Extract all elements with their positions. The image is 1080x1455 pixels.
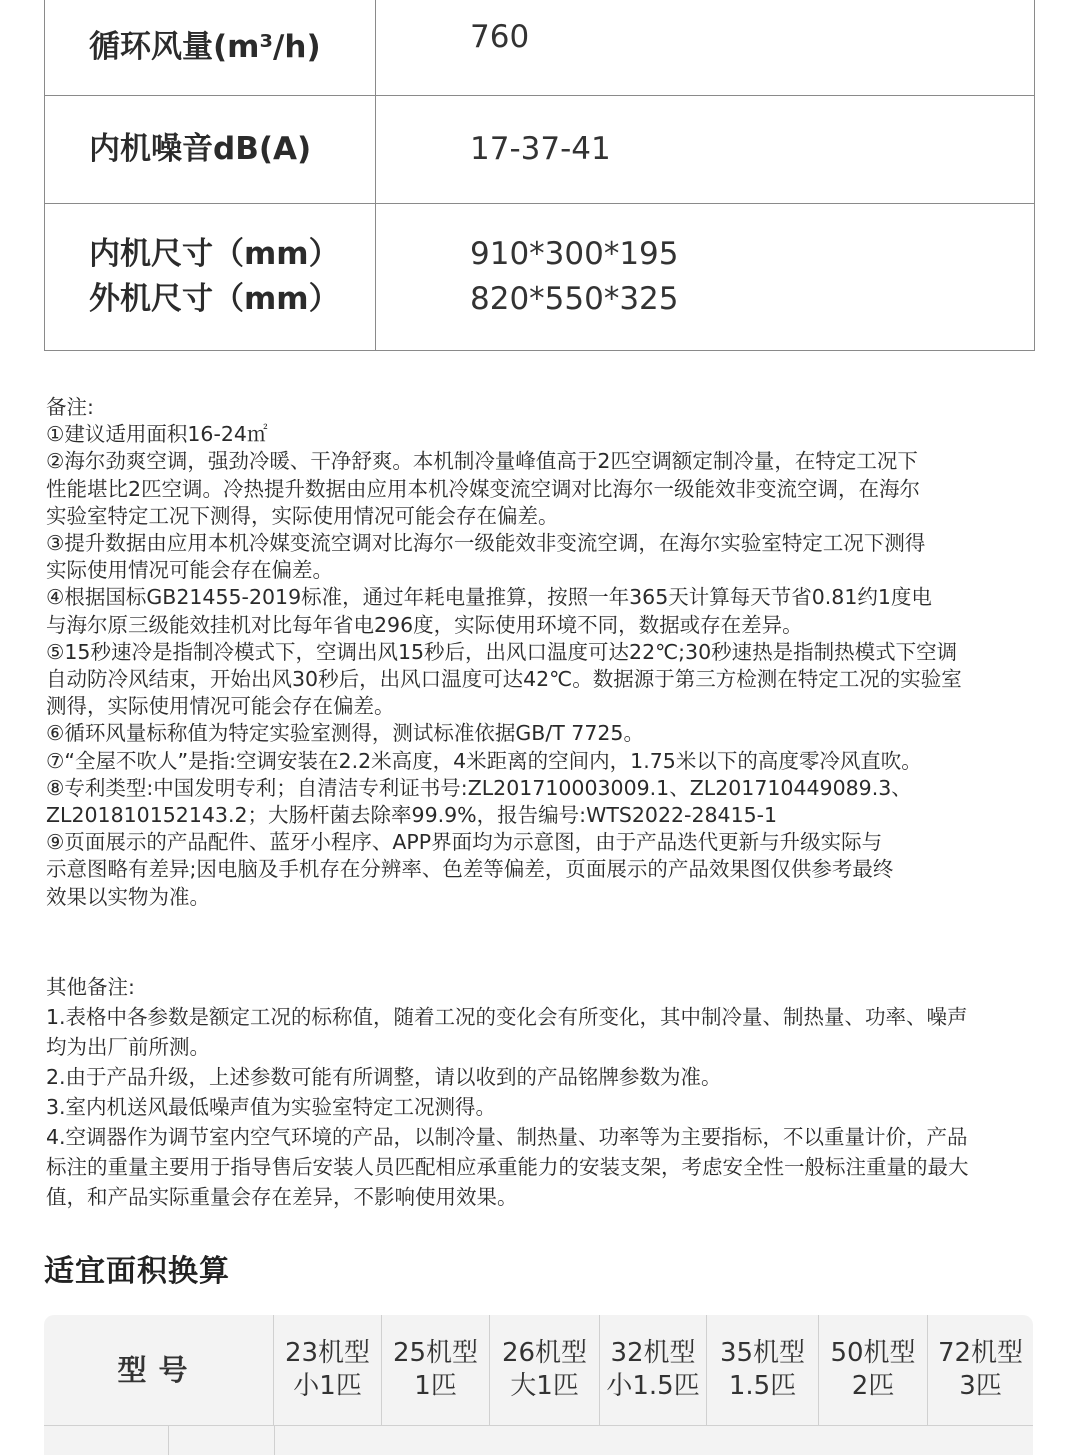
spec-key	[45, 204, 376, 350]
note-line: 效果以实物为准。	[46, 884, 210, 909]
spec-value: 17-37-41	[470, 131, 611, 167]
model-code: 23机型	[284, 1338, 371, 1368]
model-hp: 小1匹	[293, 1371, 362, 1401]
model-column	[819, 1315, 928, 1425]
note-line: ①建议适用面积16-24㎡	[46, 422, 268, 447]
model-column	[382, 1315, 490, 1425]
other-note-line: 2.由于产品升级，上述参数可能有所调整，请以收到的产品铭牌参数为准。	[46, 1065, 722, 1089]
other-notes-block	[46, 972, 1046, 1212]
model-code: 25机型	[392, 1338, 479, 1368]
note-line: ⑦“全屋不吹人”是指:空调安装在2.2米高度，4米距离的空间内，1.75米以下的高度零冷风直吹。	[46, 748, 922, 773]
note-line: ⑤15秒速冷是指制冷模式下，空调出风15秒后，出风口温度可达22℃;30秒速热是指制热模式下空调	[46, 639, 958, 664]
model-hp: 3匹	[959, 1371, 1002, 1401]
spec-value	[376, 204, 1034, 350]
area-table-header	[44, 1315, 1033, 1426]
note-line: 性能堪比2匹空调。冷热提升数据由应用本机冷媒变流空调对比海尔一级能效非变流空调，在海尔	[46, 476, 921, 501]
model-code: 35机型	[719, 1338, 806, 1368]
spec-key: 内机噪音dB(A)	[45, 96, 376, 203]
note-line: ⑧专利类型:中国发明专利；自清洁专利证书号:ZL201710003009.1、ZL201710449089.3、	[46, 775, 912, 800]
model-column	[707, 1315, 819, 1425]
note-line: ③提升数据由应用本机冷媒变流空调对比海尔一级能效非变流空调，在海尔实验室特定工况下测得	[46, 531, 926, 556]
table-cell	[169, 1426, 275, 1455]
spec-row-noise	[45, 95, 1034, 203]
model-hp: 大1匹	[510, 1371, 579, 1401]
section-title: 适宜面积换算	[44, 1254, 230, 1289]
other-note-line: 标注的重量主要用于指导售后安装人员匹配相应承重能力的安装支架，考虑安全性一般标注重量的最大	[46, 1155, 969, 1179]
model-code: 50机型	[830, 1338, 916, 1368]
spec-key: 循环风量(m³/h)	[45, 0, 376, 95]
model-code: 32机型	[610, 1338, 696, 1368]
spec-row-airflow	[45, 0, 1034, 95]
note-line: 实际使用情况可能会存在偏差。	[46, 558, 333, 583]
model-column	[600, 1315, 707, 1425]
other-note-line: 1.表格中各参数是额定工况的标称值，随着工况的变化会有所变化，其中制冷量、制热量、功率、噪声	[46, 1005, 968, 1029]
note-line: 实验室特定工况下测得，实际使用情况可能会存在偏差。	[46, 503, 559, 528]
model-hp: 1.5匹	[728, 1371, 797, 1401]
spec-table	[44, 0, 1035, 351]
note-line: ZL201810152143.2；大肠杆菌去除率99.9%，报告编号:WTS2022-28415-1	[46, 803, 778, 828]
note-line: 自动防冷风结束，开始出风30秒后，出风口温度可达42℃。数据源于第三方检测在特定工况的实验室	[46, 667, 962, 692]
note-line: 示意图略有差异;因电脑及手机存在分辨率、色差等偏差，页面展示的产品效果图仅供参考最终	[46, 857, 894, 882]
other-note-line: 其他备注:	[46, 975, 135, 999]
note-line: ④根据国标GB21455-2019标准，通过年耗电量推算，按照一年365天计算每天节省0.81约1度电	[46, 585, 932, 610]
spec-value: 760	[470, 19, 530, 55]
other-note-line: 值，和产品实际重量会存在差异，不影响使用效果。	[46, 1185, 518, 1209]
model-header: 型号	[44, 1315, 274, 1425]
note-line: ②海尔劲爽空调，强劲冷暖、干净舒爽。本机制冷量峰值高于2匹空调额定制冷量，在特定工况下	[46, 449, 918, 474]
area-table	[44, 1315, 1033, 1455]
note-line: 备注:	[46, 395, 94, 419]
area-table-row	[44, 1426, 1033, 1455]
model-hp: 1匹	[414, 1371, 457, 1401]
other-note-line: 均为出厂前所测。	[46, 1035, 210, 1059]
other-note-line: 4.空调器作为调节室内空气环境的产品，以制冷量、制热量、功率等为主要指标，不以重量计价，产品	[46, 1125, 968, 1149]
spec-key-line: 内机尺寸（mm）	[89, 236, 340, 272]
model-code: 72机型	[937, 1338, 1024, 1368]
model-column	[490, 1315, 600, 1425]
model-code: 26机型	[501, 1338, 588, 1368]
table-cell	[44, 1426, 169, 1455]
model-hp: 小1.5匹	[606, 1371, 700, 1401]
spec-value-line: 820*550*325	[470, 281, 679, 317]
spec-value-line: 910*300*195	[470, 236, 679, 272]
other-note-line: 3.室内机送风最低噪声值为实验室特定工况测得。	[46, 1095, 497, 1119]
model-hp: 2匹	[851, 1371, 895, 1401]
note-line: 测得，实际使用情况可能会存在偏差。	[46, 694, 395, 719]
notes-block	[46, 394, 1046, 911]
model-column	[928, 1315, 1033, 1425]
note-line: ⑥循环风量标称值为特定实验室测得，测试标准依据GB/T 7725。	[46, 721, 644, 746]
model-column	[274, 1315, 382, 1425]
spec-key-line: 外机尺寸（mm）	[89, 281, 340, 317]
note-line: 与海尔原三级能效挂机对比每年省电296度，实际使用环境不同，数据或存在差异。	[46, 612, 803, 637]
spec-row-dimensions	[45, 203, 1034, 350]
note-line: ⑨页面展示的产品配件、蓝牙小程序、APP界面均为示意图，由于产品迭代更新与升级实际与	[46, 830, 883, 855]
